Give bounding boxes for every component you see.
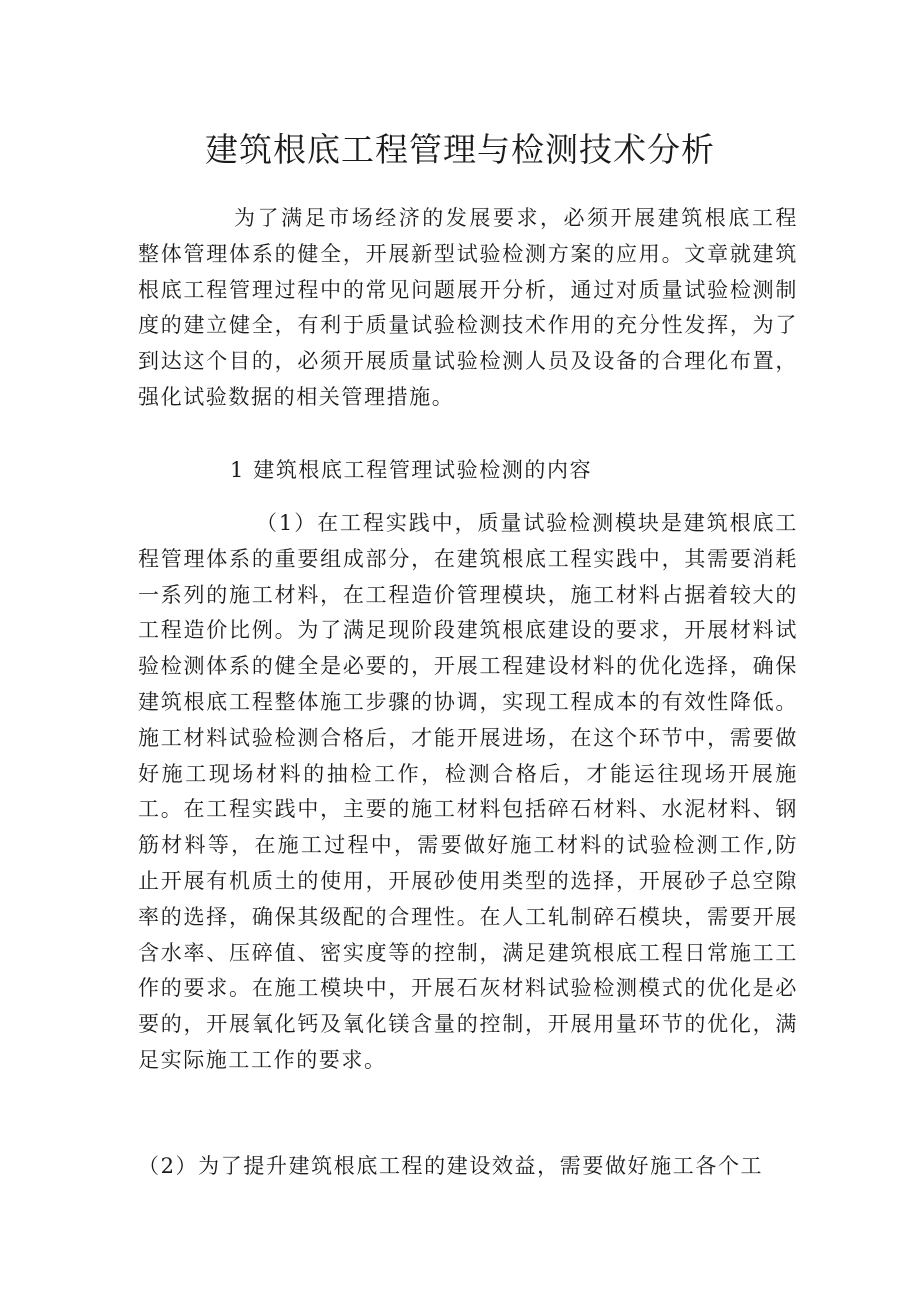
body-paragraph-2: （2）为了提升建筑根底工程的建设效益，需要做好施工各个工	[138, 1154, 764, 1178]
document-title: 建筑根底工程管理与检测技术分析	[205, 130, 715, 169]
body-paragraph-1: （1）在工程实践中，质量试验检测模块是建筑根底工程管理体系的重要组成部分，在建筑根底工程实践中，其需要消耗一系列的施工材料，在工程造价管理模块，施工材料占据着较大的工程造价比例。为了满足现阶段建筑根底建设的要求，开展材料试验检测体系的健全是必要的，开展工程建设材料的优化选择，确保建筑根底工程整体施工步骤的协调，实现工程成本的有效性降低。施工材料试验检测合格后，才能开展进场，在这个环节中，需要做好施工现场材料的抽检工作，检测合格后，才能运往现场开展施工。在工程实践中，主要的施工材料包括碎石材料、水泥材料、钢筋材料等，在施工过程中，需要做好施工材料的试验检测工作,防止开展有机质土的使用，开展砂使用类型的选择，开展砂子总空隙率的选择，确保其级配的合理性。在人工轧制碎石模块，需要开展含水率、压碎值、密实度等的控制，满足建筑根底工程日常施工工作的要求。在施工模块中，开展石灰材料试验检测模式的优化是必要的，开展氧化钙及氧化镁含量的控制，开展用量环节的优化，满足实际施工工作的要求。	[138, 511, 798, 1072]
abstract-paragraph: 为了满足市场经济的发展要求，必须开展建筑根底工程整体管理体系的健全，开展新型试验检测方案的应用。文章就建筑根底工程管理过程中的常见问题展开分析，通过对质量试验检测制度的建立健全，有利于质量试验检测技术作用的充分性发挥，为了到达这个目的，必须开展质量试验检测人员及设备的合理化布置，强化试验数据的相关管理措施。	[138, 206, 798, 409]
section-1-heading: 1 建筑根底工程管理试验检测的内容	[230, 458, 593, 482]
